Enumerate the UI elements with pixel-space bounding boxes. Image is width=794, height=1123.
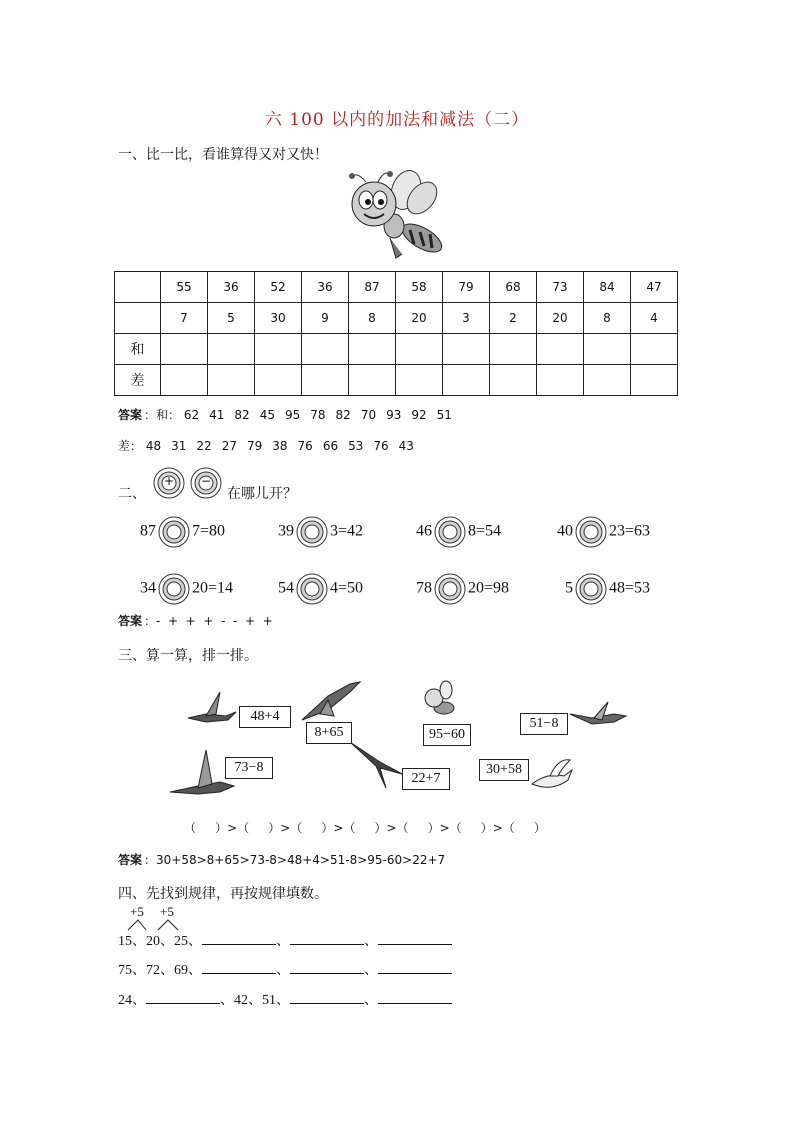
table-cell: 58: [396, 272, 443, 303]
answer-value: 31: [171, 439, 187, 453]
section3-heading: 三、算一算，排一排。: [118, 648, 258, 664]
fill-blank[interactable]: [202, 932, 276, 945]
section2-heading-prefix: 二、: [118, 486, 146, 502]
table-cell: 73: [537, 272, 584, 303]
answer-cell[interactable]: [584, 334, 631, 365]
answer-sum-line: [118, 406, 462, 423]
answer-cell[interactable]: [161, 365, 208, 396]
fill-blank[interactable]: [290, 961, 364, 974]
equation: 5 48=53: [565, 572, 650, 606]
expression-box: 22+7: [402, 768, 450, 790]
table-cell: 79: [443, 272, 490, 303]
answer-value: 76: [297, 439, 313, 453]
answer-value: 66: [322, 439, 339, 453]
table-cell: 47: [631, 272, 678, 303]
expression-box: 51−8: [520, 713, 568, 735]
answer-cell[interactable]: [161, 334, 208, 365]
section4-heading: 四、先找到规律，再按规律填数。: [118, 886, 328, 902]
fill-blank[interactable]: [378, 991, 452, 1004]
table-cell: [115, 272, 161, 303]
flower-blank-icon[interactable]: [574, 572, 608, 606]
answer-value: 43: [398, 439, 414, 453]
answer-value: 45: [259, 408, 275, 422]
answer-label: 答案: [118, 408, 143, 422]
fill-blank[interactable]: [290, 991, 364, 1004]
answer-cell[interactable]: [349, 334, 396, 365]
answer-value: 93: [386, 408, 402, 422]
flower-blank-icon[interactable]: [157, 515, 191, 549]
bee-illustration: [344, 168, 448, 268]
answer-value: ：30+58>8+65>73-8>48+4>51-8>95-60>22+7: [144, 853, 446, 867]
answer-value: 82: [335, 408, 351, 422]
answer-value: 70: [360, 408, 377, 422]
section1-heading: 一、比一比，看谁算得又对又快！: [118, 147, 328, 163]
fill-blank[interactable]: [202, 961, 276, 974]
answer-value: 78: [310, 408, 326, 422]
table-cell: 3: [443, 303, 490, 334]
pattern-hint: +5: [130, 904, 144, 919]
fill-blank[interactable]: [290, 932, 364, 945]
table-cell: 84: [584, 272, 631, 303]
table-cell: 36: [208, 272, 255, 303]
flower-blank-icon[interactable]: [433, 515, 467, 549]
sequence-row: 15、20、25、 、 、: [118, 930, 452, 950]
answer-label: 答案: [118, 853, 143, 867]
fill-blank[interactable]: [378, 932, 452, 945]
table-cell: 2: [490, 303, 537, 334]
answer-cell[interactable]: [396, 365, 443, 396]
table-cell: 20: [396, 303, 443, 334]
answer-prefix: ：和：: [144, 408, 181, 422]
equation: 87 7=80: [140, 515, 225, 549]
sequence-row: 24、 、42、51、 、: [118, 989, 452, 1009]
table-row: [115, 303, 678, 334]
flower-blank-icon[interactable]: [433, 572, 467, 606]
answer-cell[interactable]: [631, 334, 678, 365]
equation: 40 23=63: [557, 515, 650, 549]
answer-label: 答案: [118, 614, 143, 628]
expression-box: 73−8: [225, 757, 273, 779]
answer-cell[interactable]: [255, 334, 302, 365]
number-table: [114, 271, 678, 396]
bird-icon: [186, 688, 240, 728]
equation: 39 3=42: [278, 515, 363, 549]
pattern-hint: +5: [160, 904, 174, 919]
answer-value: 82: [234, 408, 250, 422]
diff-row-label: 差: [115, 365, 161, 396]
answer-cell[interactable]: [631, 365, 678, 396]
ordering-blanks[interactable]: （ ）>（ ）>（ ）>（ ）>（ ）>（ ）>（ ）: [184, 821, 546, 835]
answer-value: 27: [221, 439, 237, 453]
table-cell: 7: [161, 303, 208, 334]
dove-icon: [528, 754, 576, 794]
answer-cell[interactable]: [443, 334, 490, 365]
table-cell: 20: [537, 303, 584, 334]
table-cell: 5: [208, 303, 255, 334]
answer-value: 79: [246, 439, 263, 453]
plus-sign: +: [164, 474, 175, 488]
answer-value: 41: [209, 408, 225, 422]
sum-row-label: 和: [115, 334, 161, 365]
flower-blank-icon[interactable]: [295, 515, 329, 549]
answer-cell[interactable]: [302, 365, 349, 396]
equation: 78 20=98: [416, 572, 509, 606]
answer-cell[interactable]: [443, 365, 490, 396]
page-title: 六 100 以内的加法和减法（二）: [264, 110, 530, 130]
section2-answer: [118, 612, 273, 629]
expression-box: 48+4: [239, 706, 291, 728]
table-cell: 9: [302, 303, 349, 334]
answer-value: 62: [183, 408, 200, 422]
answer-cell[interactable]: [396, 334, 443, 365]
table-row: [115, 272, 678, 303]
equation: 46 8=54: [416, 515, 501, 549]
answer-cell[interactable]: [584, 365, 631, 396]
fill-blank[interactable]: [378, 961, 452, 974]
answer-diff-line: [118, 437, 424, 454]
bird-icon: [346, 738, 406, 794]
table-cell: 87: [349, 272, 396, 303]
flower-blank-icon[interactable]: [574, 515, 608, 549]
equation: 34 20=14: [140, 572, 233, 606]
table-cell: 8: [349, 303, 396, 334]
table-cell: 4: [631, 303, 678, 334]
answer-cell[interactable]: [490, 334, 537, 365]
table-row: [115, 365, 678, 396]
equation: 54 4=50: [278, 572, 363, 606]
minus-sign: −: [201, 474, 212, 488]
answer-cell[interactable]: [208, 334, 255, 365]
expression-box: 95−60: [423, 724, 471, 746]
bird-icon: [568, 700, 628, 736]
answer-cell[interactable]: [302, 334, 349, 365]
answer-cell[interactable]: [255, 365, 302, 396]
answer-value: 76: [373, 439, 389, 453]
flower-blank-icon[interactable]: [157, 572, 191, 606]
answer-value: 22: [196, 439, 212, 453]
section2-heading-suffix: 在哪儿开？: [227, 486, 297, 502]
table-cell: 68: [490, 272, 537, 303]
answer-cell[interactable]: [349, 365, 396, 396]
answer-cell[interactable]: [208, 365, 255, 396]
sequence-row: 75、72、69、 、 、: [118, 959, 452, 979]
expression-box: 8+65: [306, 722, 352, 744]
expression-box: 30+58: [479, 759, 529, 781]
table-cell: 8: [584, 303, 631, 334]
answer-value: ：- + + + - - + +: [144, 614, 273, 628]
section3-answer: [118, 851, 445, 868]
answer-value: 95: [284, 408, 301, 422]
flower-blank-icon[interactable]: [295, 572, 329, 606]
bird-icon: [298, 676, 362, 724]
answer-cell[interactable]: [537, 334, 584, 365]
answer-cell[interactable]: [537, 365, 584, 396]
table-cell: [115, 303, 161, 334]
table-cell: 36: [302, 272, 349, 303]
answer-value: 53: [348, 439, 364, 453]
table-cell: 30: [255, 303, 302, 334]
fill-blank[interactable]: [146, 991, 220, 1004]
answer-cell[interactable]: [490, 365, 537, 396]
answer-value: 92: [411, 408, 427, 422]
bee-icon: [420, 680, 460, 720]
answer-prefix: 差：: [118, 439, 143, 453]
answer-value: 38: [272, 439, 288, 453]
table-row: [115, 334, 678, 365]
answer-value: 51: [436, 408, 452, 422]
table-cell: 52: [255, 272, 302, 303]
answer-value: 48: [145, 439, 162, 453]
table-cell: 55: [161, 272, 208, 303]
